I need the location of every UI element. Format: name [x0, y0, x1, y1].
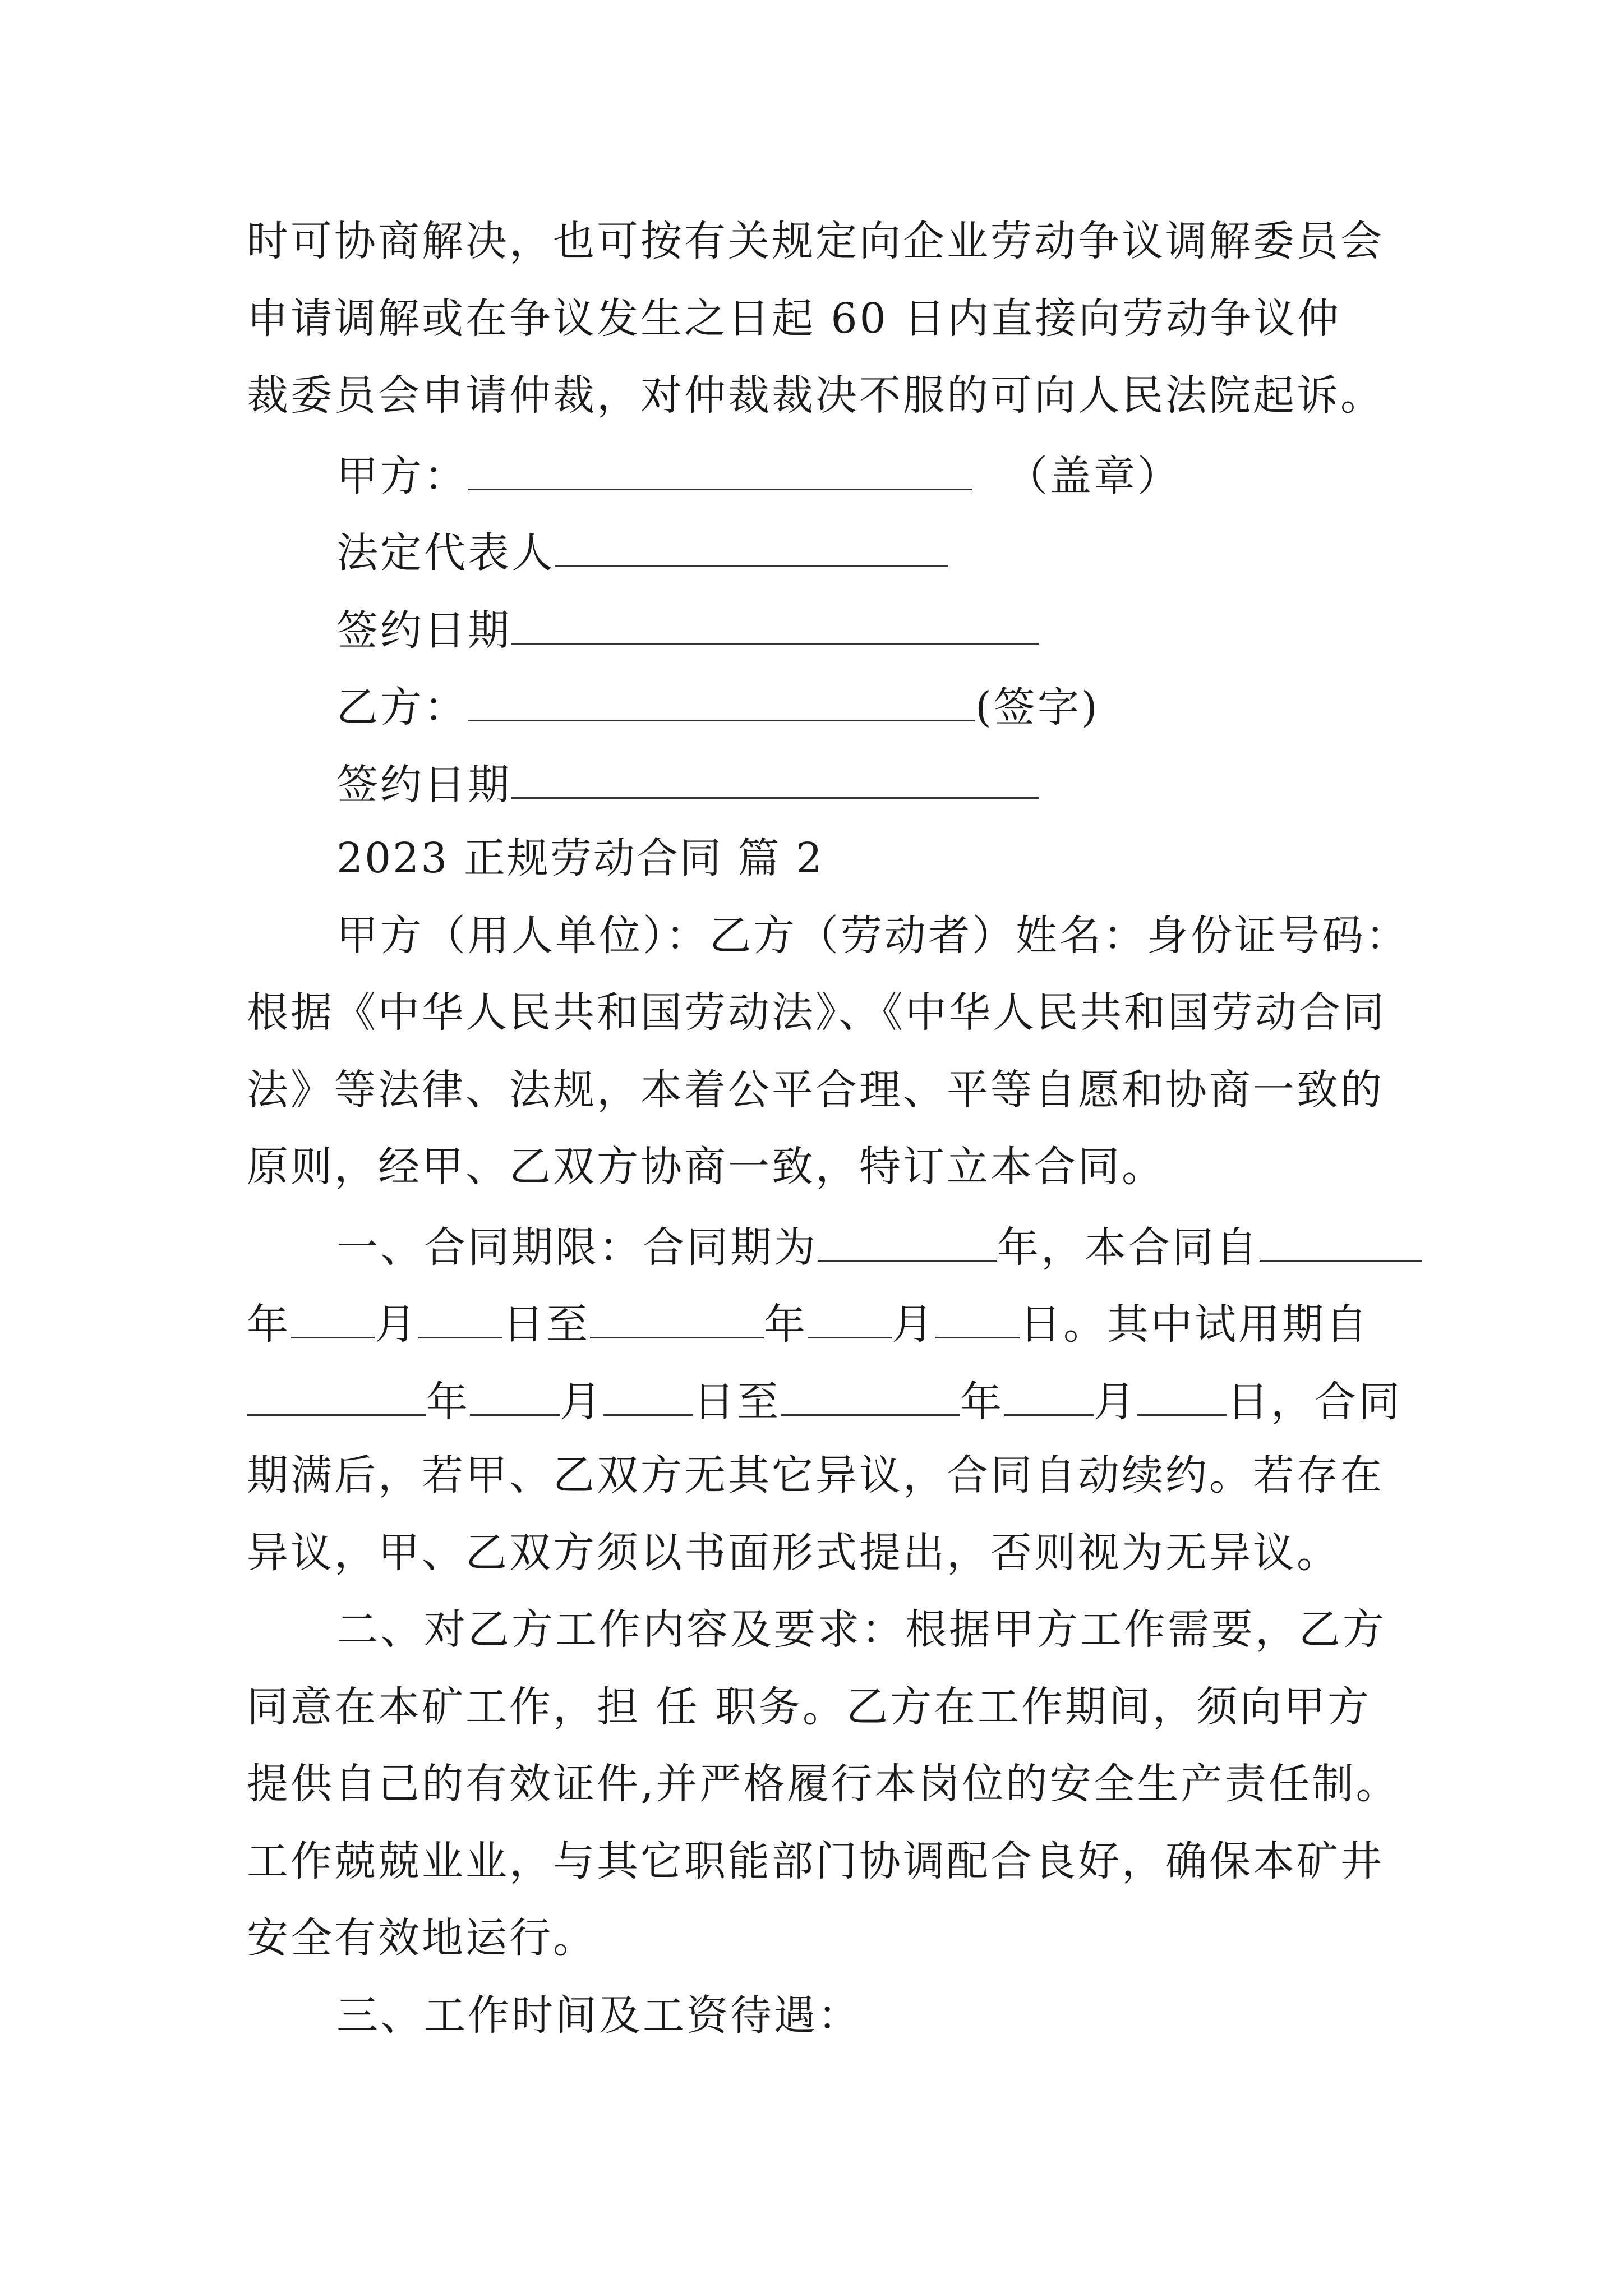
term-text: 一、合同期限：合同期为: [336, 1223, 818, 1272]
term-text: 日，合同: [1227, 1378, 1402, 1426]
paragraph-line: 提供自己的有效证件,并严格履行本岗位的安全生产责任制。: [247, 1760, 1400, 1808]
paragraph-line: 原则，经甲、乙双方协商一致，特订立本合同。: [247, 1143, 1165, 1191]
term-blank: [1260, 1216, 1422, 1262]
sign-date-label: 签约日期: [336, 606, 511, 655]
term-blank: [418, 1293, 502, 1338]
term-text: 月: [1094, 1378, 1137, 1426]
legal-rep-line: [336, 522, 948, 581]
term-line-2: [247, 1293, 1370, 1352]
term-blank: [935, 1293, 1020, 1338]
paragraph-line: 同意在本矿工作，担 任 职务。乙方在工作期间，须向甲方: [247, 1683, 1372, 1731]
term-text: 年，本合同自: [997, 1223, 1260, 1272]
term-text: 年: [764, 1300, 808, 1349]
term-blank: [603, 1370, 693, 1416]
legal-rep-blank: [555, 522, 948, 567]
section-heading: 三、工作时间及工资待遇：: [336, 1991, 861, 2040]
paragraph-line: 二、对乙方工作内容及要求：根据甲方工作需要，乙方: [336, 1605, 1386, 1654]
term-blank: [1137, 1370, 1227, 1416]
term-line-3: [247, 1370, 1402, 1430]
paragraph-line: 根据《中华人民共和国劳动法》、《中华人民共和国劳动合同: [247, 988, 1386, 1037]
party-a-blank: [468, 445, 972, 490]
party-a-label: 甲方：: [336, 452, 468, 500]
term-text: 日至: [502, 1300, 590, 1349]
sign-date-blank: [511, 599, 1039, 645]
term-text: 月: [892, 1300, 935, 1349]
paragraph-line: 安全有效地运行。: [247, 1914, 597, 1962]
term-text: 月: [375, 1300, 418, 1349]
term-blank: [247, 1370, 426, 1416]
term-text: 月: [560, 1378, 603, 1426]
term-blank: [291, 1293, 375, 1338]
paragraph-line: 法》等法律、法规，本着公平合理、平等自愿和协商一致的: [247, 1066, 1384, 1114]
sign-date-line: [336, 599, 1039, 659]
term-line-1: [336, 1216, 1422, 1276]
paragraph-line: 异议，甲、乙双方须以书面形式提出，否则视为无异议。: [247, 1529, 1340, 1577]
section-heading: 2023 正规劳动合同 篇 2: [336, 834, 824, 882]
sign-date-label: 签约日期: [336, 761, 511, 809]
term-blank: [470, 1370, 560, 1416]
term-blank: [1004, 1370, 1094, 1416]
term-text: 日。其中试用期自: [1020, 1300, 1370, 1349]
term-blank: [590, 1293, 764, 1338]
party-b-blank: [468, 676, 975, 721]
sign-date-blank: [511, 753, 1039, 799]
party-b-line: [336, 676, 1100, 735]
term-text: 年: [247, 1300, 291, 1349]
party-b-label: 乙方：: [336, 683, 468, 731]
term-blank: [808, 1293, 892, 1338]
sign-label: (签字): [975, 683, 1100, 731]
term-text: 年: [960, 1378, 1004, 1426]
term-text: 日至: [693, 1378, 781, 1426]
sign-date-line: [336, 753, 1039, 813]
paragraph-line: 裁委员会申请仲裁，对仲裁裁决不服的可向人民法院起诉。: [247, 371, 1384, 420]
term-blank: [781, 1370, 960, 1416]
legal-rep-label: 法定代表人: [336, 529, 555, 577]
paragraph-line: 期满后，若甲、乙双方无其它异议，合同自动续约。若存在: [247, 1451, 1384, 1499]
paragraph-line: 申请调解或在争议发生之日起 60 日内直接向劳动争议仲: [247, 295, 1341, 343]
paragraph-line: 甲方（用人单位）：乙方（劳动者）姓名：身份证号码：: [336, 912, 1409, 960]
term-blank: [818, 1216, 997, 1262]
seal-label: （盖章）: [1006, 452, 1181, 500]
party-a-line: [336, 445, 1181, 504]
term-text: 年: [426, 1378, 470, 1426]
paragraph-line: 时可协商解决，也可按有关规定向企业劳动争议调解委员会: [247, 217, 1384, 265]
paragraph-line: 工作兢兢业业，与其它职能部门协调配合良好，确保本矿井: [247, 1837, 1384, 1885]
